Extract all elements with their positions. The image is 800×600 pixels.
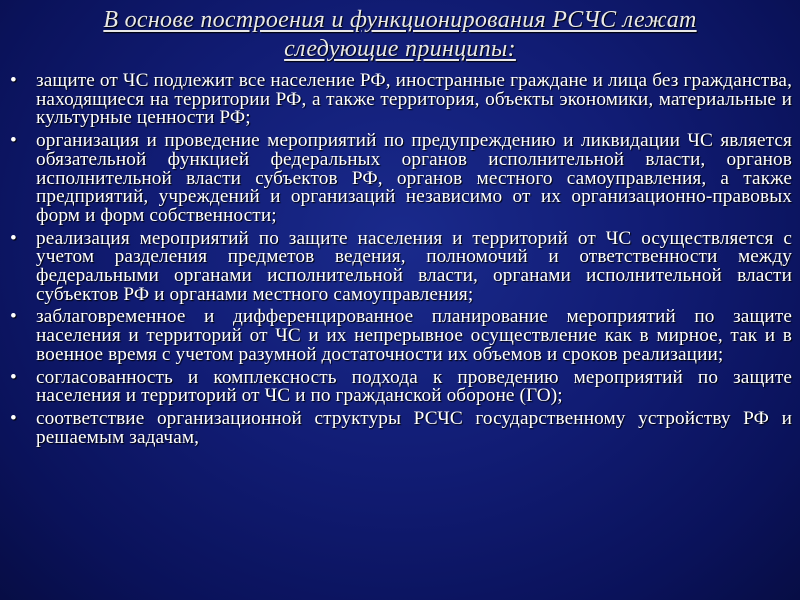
principle-text: соответствие организационной структуры РСЧС государственному устройству РФ и решаемым задачам,	[36, 407, 792, 448]
bullet-icon: •	[10, 70, 17, 91]
principles-list	[8, 72, 792, 451]
principle-text: согласованность и комплексность подхода к проведению мероприятий по защите населения и территорий от ЧС и по гражданской обороне (ГО);	[36, 366, 792, 407]
principle-text: заблаговременное и дифференцированное планирование мероприятий по защите населения и территорий от ЧС и их непрерывное осуществление как в мирное, так и в военное время с учетом разумной достаточности их объемов и сроков реализации;	[36, 306, 792, 365]
bullet-icon: •	[10, 366, 17, 388]
bullet-icon: •	[10, 407, 17, 429]
principle-item	[8, 132, 792, 226]
principle-text: организация и проведение мероприятий по предупреждению и ликвидации ЧС является обязательной функцией федеральных органов исполнительной власти, органов исполнительной власти субъектов РФ, органов местного самоуправления, а также предприятий, учреждений и организаций независимо от их организационно-правовых форм и форм собственности;	[36, 130, 792, 226]
principle-text: защите от ЧС подлежит все население РФ, иностранные граждане и лица без гражданства, находящиеся на территории РФ, а также территория, объекты экономики, материальные и культурные ценности РФ;	[36, 70, 792, 129]
slide-title-line-1: В основе построения и функционирования РСЧС лежат	[103, 7, 697, 33]
principle-item	[8, 72, 792, 128]
principle-text: реализация мероприятий по защите населения и территорий от ЧС осуществляется с учетом разделения предметов ведения, полномочий и ответственности между федеральными органами исполнительной власти, органами исполнительной власти субъектов РФ и органами местного самоуправления;	[36, 227, 792, 305]
slide-title-line-2: следующие принципы:	[284, 36, 516, 62]
principle-item	[8, 227, 792, 305]
bullet-icon: •	[10, 306, 17, 328]
bullet-icon: •	[10, 227, 17, 249]
bullet-icon: •	[10, 130, 17, 152]
principle-item	[8, 407, 792, 448]
slide-title	[40, 6, 760, 64]
principle-item	[8, 366, 792, 407]
principle-item	[8, 308, 792, 364]
